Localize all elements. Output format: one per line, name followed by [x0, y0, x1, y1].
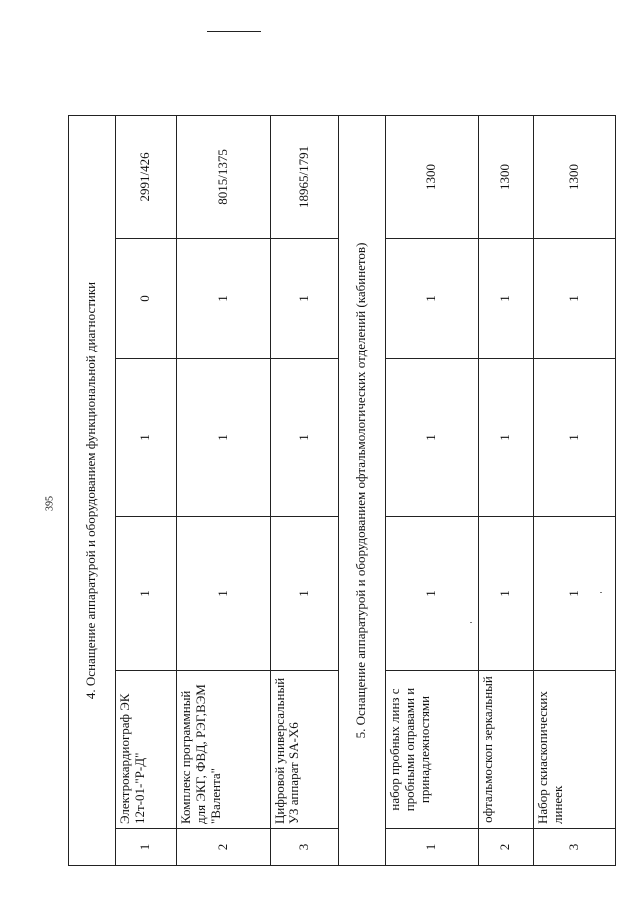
- table-row: [270, 115, 339, 865]
- row-number: 2: [478, 829, 533, 866]
- table-row: [478, 115, 533, 865]
- reg-number-cell: 8015/1375: [177, 115, 270, 238]
- rotated-table-area: [68, 116, 616, 866]
- row-number: 3: [533, 829, 615, 866]
- qty-cell: 1: [177, 359, 270, 517]
- header-rule: [207, 31, 261, 32]
- qty-cell: 1: [177, 239, 270, 359]
- table-row: [115, 115, 177, 865]
- qty-cell: 1: [115, 517, 177, 671]
- qty-cell: 1: [385, 359, 478, 517]
- equipment-table: [68, 116, 616, 866]
- section-5-title: 5. Оснащение аппаратурой и оборудованием офтальмологических отделений (кабинетов): [339, 115, 386, 865]
- item-name: Набор скиаскопических линеек: [533, 671, 615, 829]
- qty-cell: 1: [270, 239, 339, 359]
- item-name: офтальмоскоп зеркальный: [478, 671, 533, 829]
- reg-number-cell: 18965/1791: [270, 115, 339, 238]
- qty-cell: 1: [115, 359, 177, 517]
- qty-cell: 1: [270, 517, 339, 671]
- reg-number-cell: 2991/426: [115, 115, 177, 238]
- qty-cell: 1: [533, 239, 615, 359]
- qty-cell: 1: [478, 239, 533, 359]
- table-row: [385, 115, 478, 865]
- qty-cell: 0: [115, 239, 177, 359]
- item-name: набор пробных линз с пробными оправами и принадлежностями: [385, 671, 478, 829]
- reg-number-cell: 1300: [478, 115, 533, 238]
- reg-number-cell: 1300: [533, 115, 615, 238]
- section-4-title: 4. Оснащение аппаратурой и оборудованием функциональной диагностики: [69, 115, 116, 865]
- row-number: 1: [115, 829, 177, 866]
- qty-cell: 1: [533, 359, 615, 517]
- qty-cell: 1: [177, 517, 270, 671]
- qty-cell: 1: [385, 239, 478, 359]
- item-name: Электрокардиограф ЭК 12т-01-"Р-Д": [115, 671, 177, 829]
- row-number: 2: [177, 829, 270, 866]
- qty-cell: 1: [385, 517, 478, 671]
- qty-cell: 1: [270, 359, 339, 517]
- item-name: Цифровой универсальный УЗ аппарат SA-X6: [270, 671, 339, 829]
- row-number: 1: [385, 829, 478, 866]
- item-name: Комплекс программный для ЭКГ, ФВД, РЭГ,ВЭМ "Валента": [177, 671, 270, 829]
- qty-cell: 1: [478, 359, 533, 517]
- table-row: [533, 115, 615, 865]
- row-number: 3: [270, 829, 339, 866]
- page-number: 395: [44, 496, 56, 511]
- table-row: [177, 115, 270, 865]
- qty-cell: 1: [533, 517, 615, 671]
- reg-number-cell: 1300: [385, 115, 478, 238]
- qty-cell: 1: [478, 517, 533, 671]
